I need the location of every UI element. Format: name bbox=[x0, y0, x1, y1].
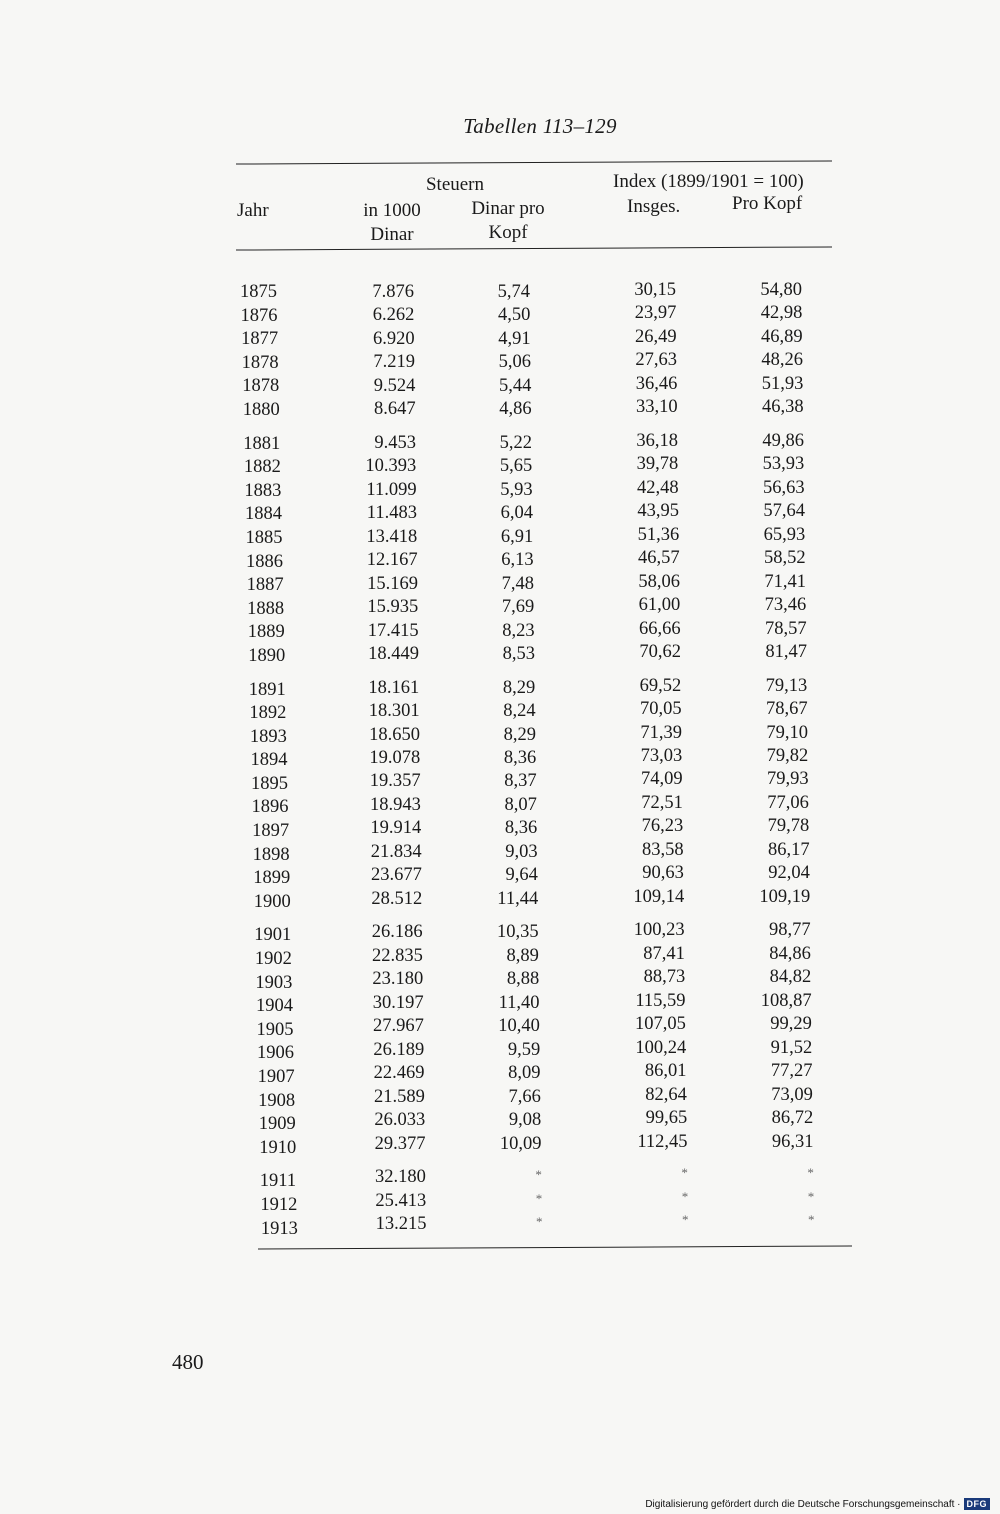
cell-index-insges: 30,15 bbox=[634, 280, 676, 300]
table-row bbox=[0, 642, 1000, 670]
cell-index-pro-kopf: 81,47 bbox=[765, 642, 807, 663]
table-row-group bbox=[0, 675, 1000, 916]
cell-year: 1885 bbox=[245, 527, 283, 548]
cell-index-pro-kopf: 108,87 bbox=[760, 990, 812, 1011]
cell-tax-1000-dinar: 26.189 bbox=[373, 1039, 425, 1060]
cell-index-insges: 100,24 bbox=[635, 1037, 687, 1058]
cell-year: 1880 bbox=[242, 399, 280, 420]
table-row bbox=[0, 769, 1000, 798]
cell-dinar-pro-kopf: 9,08 bbox=[508, 1110, 542, 1131]
cell-dinar-pro-kopf: 7,66 bbox=[508, 1086, 541, 1107]
cell-dinar-pro-kopf: 5,06 bbox=[498, 352, 531, 373]
cell-index-insges: 107,05 bbox=[635, 1014, 686, 1035]
cell-index-insges: * bbox=[681, 1188, 689, 1204]
cell-index-pro-kopf: 96,31 bbox=[771, 1131, 814, 1152]
cell-dinar-pro-kopf: 8,89 bbox=[506, 945, 539, 966]
cell-year: 1898 bbox=[252, 844, 290, 865]
cell-tax-1000-dinar: 21.589 bbox=[374, 1086, 425, 1107]
cell-tax-1000-dinar: 9.524 bbox=[373, 375, 416, 396]
cell-tax-1000-dinar: 25.413 bbox=[375, 1190, 427, 1211]
cell-tax-1000-dinar: 15.169 bbox=[367, 573, 418, 594]
table-row bbox=[0, 699, 1000, 727]
cell-year: 1910 bbox=[259, 1137, 297, 1158]
cell-year: 1900 bbox=[253, 891, 291, 912]
table-row bbox=[0, 397, 1000, 424]
cell-index-pro-kopf: 53,93 bbox=[762, 454, 805, 475]
cell-year: 1896 bbox=[251, 797, 289, 818]
cell-year: 1895 bbox=[251, 773, 288, 794]
cell-dinar-pro-kopf: 5,22 bbox=[499, 432, 532, 453]
cell-dinar-pro-kopf: 8,88 bbox=[506, 969, 540, 990]
cell-year: 1909 bbox=[258, 1114, 296, 1135]
cell-index-pro-kopf: 51,93 bbox=[761, 373, 804, 394]
cell-year: 1913 bbox=[260, 1218, 298, 1239]
cell-dinar-pro-kopf: 9,59 bbox=[507, 1039, 541, 1060]
cell-index-insges: 72,51 bbox=[641, 792, 683, 813]
table-row bbox=[0, 571, 1000, 599]
cell-index-insges: 86,01 bbox=[644, 1061, 687, 1082]
cell-index-insges: 39,78 bbox=[636, 454, 679, 475]
cell-year: 1906 bbox=[257, 1043, 295, 1064]
cell-index-pro-kopf: 77,27 bbox=[770, 1061, 813, 1082]
cell-index-insges: 43,95 bbox=[637, 501, 679, 522]
cell-tax-1000-dinar: 19.357 bbox=[369, 771, 421, 792]
cell-tax-1000-dinar: 7.876 bbox=[372, 282, 414, 302]
column-header-in1000-line1: in 1000 bbox=[363, 200, 421, 221]
cell-tax-1000-dinar: 11.483 bbox=[366, 503, 417, 524]
cell-year: 1901 bbox=[254, 925, 292, 946]
cell-index-pro-kopf: 73,46 bbox=[764, 595, 807, 616]
table-row bbox=[0, 618, 1000, 646]
cell-index-insges: 73,03 bbox=[640, 746, 683, 767]
cell-index-insges: 36,46 bbox=[635, 373, 678, 394]
cell-tax-1000-dinar: 23.677 bbox=[371, 865, 422, 886]
table-row-group bbox=[0, 920, 1000, 1161]
cell-index-insges: 71,39 bbox=[640, 722, 682, 743]
cell-index-insges: 82,64 bbox=[645, 1084, 687, 1105]
cell-index-pro-kopf: 54,80 bbox=[760, 280, 802, 300]
cell-tax-1000-dinar: 13.418 bbox=[366, 526, 418, 547]
cell-index-pro-kopf: 79,78 bbox=[767, 816, 810, 837]
cell-dinar-pro-kopf: 7,69 bbox=[501, 597, 535, 618]
cell-tax-1000-dinar: 8.647 bbox=[374, 399, 416, 420]
cell-index-insges: 27,63 bbox=[635, 350, 677, 371]
table-row bbox=[0, 746, 1000, 774]
cell-year: 1882 bbox=[243, 457, 281, 478]
cell-year: 1875 bbox=[240, 282, 277, 302]
table-row bbox=[0, 1131, 1000, 1162]
cell-year: 1894 bbox=[250, 750, 288, 771]
cell-index-pro-kopf: 71,41 bbox=[764, 571, 806, 592]
cell-dinar-pro-kopf: 8,37 bbox=[504, 771, 537, 792]
cell-index-pro-kopf: 84,86 bbox=[769, 943, 811, 964]
cell-index-insges: 90,63 bbox=[642, 863, 684, 884]
cell-year: 1903 bbox=[255, 972, 293, 993]
column-header-index-pro-kopf: Pro Kopf bbox=[732, 193, 803, 214]
column-group-header-index: Index (1899/1901 = 100) bbox=[613, 171, 804, 192]
cell-index-insges: 76,23 bbox=[641, 816, 684, 837]
cell-dinar-pro-kopf: 5,65 bbox=[499, 456, 533, 477]
cell-index-pro-kopf: 92,04 bbox=[768, 863, 810, 884]
cell-index-pro-kopf: 46,38 bbox=[762, 397, 804, 418]
cell-year: 1877 bbox=[241, 329, 279, 350]
cell-index-insges: 26,49 bbox=[635, 326, 677, 347]
digitization-footer bbox=[645, 1498, 990, 1510]
column-group-header-steuern: Steuern bbox=[425, 174, 485, 195]
cell-dinar-pro-kopf: 9,64 bbox=[505, 865, 538, 886]
cell-index-insges: 46,57 bbox=[638, 548, 680, 569]
column-header-dinar-pro-kopf bbox=[453, 197, 563, 245]
cell-year: 1878 bbox=[242, 376, 280, 397]
cell-dinar-pro-kopf: 11,40 bbox=[498, 992, 540, 1013]
table-row bbox=[0, 477, 1000, 505]
cell-index-pro-kopf: 79,13 bbox=[765, 675, 808, 696]
cell-index-pro-kopf: 46,89 bbox=[761, 326, 803, 347]
column-header-insges: Insges. bbox=[627, 196, 681, 217]
table-row bbox=[0, 326, 1000, 353]
cell-dinar-pro-kopf: 11,44 bbox=[497, 888, 539, 909]
cell-index-pro-kopf: * bbox=[808, 1212, 815, 1228]
table-row-group bbox=[0, 430, 1000, 670]
table-row-group bbox=[0, 282, 1000, 424]
cell-dinar-pro-kopf: 8,09 bbox=[508, 1063, 541, 1084]
cell-index-pro-kopf: 65,93 bbox=[763, 524, 806, 545]
table-top-rule bbox=[236, 160, 832, 164]
cell-tax-1000-dinar: 21.834 bbox=[370, 841, 422, 862]
cell-dinar-pro-kopf: 6,13 bbox=[501, 550, 534, 571]
cell-year: 1878 bbox=[241, 352, 279, 373]
cell-tax-1000-dinar: 22.469 bbox=[373, 1063, 425, 1084]
cell-index-insges: 51,36 bbox=[637, 524, 680, 545]
dfg-logo: DFG bbox=[964, 1498, 991, 1510]
cell-index-insges: * bbox=[682, 1212, 689, 1228]
cell-index-pro-kopf: 77,06 bbox=[767, 792, 809, 813]
cell-index-insges: 23,97 bbox=[634, 303, 677, 324]
data-table bbox=[0, 282, 1000, 1252]
cell-tax-1000-dinar: 18.449 bbox=[368, 644, 419, 665]
cell-dinar-pro-kopf: * bbox=[535, 1190, 543, 1206]
cell-dinar-pro-kopf: 10,40 bbox=[498, 1016, 540, 1037]
cell-tax-1000-dinar: 32.180 bbox=[375, 1167, 426, 1188]
cell-tax-1000-dinar: 19.078 bbox=[369, 748, 421, 769]
cell-index-insges: 61,00 bbox=[638, 595, 681, 616]
cell-year: 1884 bbox=[244, 504, 282, 525]
cell-dinar-pro-kopf: 6,04 bbox=[500, 503, 533, 524]
column-header-jahr: Jahr bbox=[237, 200, 269, 221]
table-row bbox=[0, 282, 1000, 306]
cell-dinar-pro-kopf: 7,48 bbox=[501, 573, 534, 594]
cell-index-pro-kopf: * bbox=[807, 1188, 815, 1204]
table-row bbox=[0, 454, 1000, 481]
cell-index-pro-kopf: 42,98 bbox=[760, 303, 803, 324]
cell-dinar-pro-kopf: 9,03 bbox=[505, 841, 538, 862]
cell-index-pro-kopf: 79,10 bbox=[766, 722, 808, 743]
table-row bbox=[0, 722, 1000, 751]
table-row bbox=[0, 1212, 1000, 1243]
column-header-dinar-pro-kopf-line2: Kopf bbox=[488, 222, 528, 243]
cell-index-insges: 109,14 bbox=[633, 886, 685, 907]
cell-index-pro-kopf: 99,29 bbox=[770, 1014, 812, 1035]
cell-year: 1908 bbox=[258, 1090, 296, 1111]
cell-index-insges: 88,73 bbox=[643, 967, 686, 988]
cell-dinar-pro-kopf: 5,74 bbox=[497, 282, 530, 302]
table-row bbox=[0, 430, 1000, 458]
cell-dinar-pro-kopf: 8,07 bbox=[504, 794, 537, 815]
cell-index-insges: 83,58 bbox=[641, 839, 684, 860]
cell-index-insges: 66,66 bbox=[638, 618, 681, 639]
cell-tax-1000-dinar: 10.393 bbox=[365, 456, 417, 477]
cell-index-pro-kopf: 91,52 bbox=[770, 1037, 813, 1058]
cell-year: 1893 bbox=[249, 726, 287, 747]
cell-index-pro-kopf: 79,82 bbox=[766, 746, 809, 767]
table-row bbox=[0, 303, 1000, 330]
cell-dinar-pro-kopf: 4,86 bbox=[499, 399, 532, 420]
cell-year: 1907 bbox=[257, 1067, 295, 1087]
cell-index-insges: 112,45 bbox=[637, 1131, 688, 1152]
cell-tax-1000-dinar: 18.161 bbox=[368, 677, 420, 698]
cell-tax-1000-dinar: 19.914 bbox=[370, 818, 422, 839]
cell-index-pro-kopf: 78,57 bbox=[764, 618, 807, 639]
cell-year: 1887 bbox=[246, 575, 284, 596]
cell-tax-1000-dinar: 15.935 bbox=[367, 597, 419, 618]
cell-year: 1892 bbox=[249, 703, 287, 724]
cell-tax-1000-dinar: 18.650 bbox=[369, 724, 420, 745]
column-header-dinar-pro-kopf-line1: Dinar pro bbox=[471, 198, 545, 219]
cell-dinar-pro-kopf: 10,35 bbox=[496, 922, 539, 943]
cell-year: 1904 bbox=[255, 996, 293, 1017]
cell-index-pro-kopf: 98,77 bbox=[768, 920, 811, 941]
cell-index-pro-kopf: 58,52 bbox=[764, 548, 806, 569]
cell-tax-1000-dinar: 7.219 bbox=[373, 352, 415, 373]
cell-index-pro-kopf: 86,72 bbox=[771, 1108, 814, 1129]
cell-index-insges: 36,18 bbox=[636, 430, 678, 451]
cell-tax-1000-dinar: 11.099 bbox=[366, 479, 417, 500]
cell-year: 1876 bbox=[240, 305, 278, 326]
cell-tax-1000-dinar: 13.215 bbox=[375, 1214, 427, 1235]
cell-tax-1000-dinar: 18.301 bbox=[368, 701, 420, 722]
cell-tax-1000-dinar: 18.943 bbox=[370, 794, 421, 815]
table-row bbox=[0, 548, 1000, 576]
cell-dinar-pro-kopf: 6,91 bbox=[500, 526, 534, 547]
footer-text: Digitalisierung gefördert durch die Deutsche Forschungsgemeinschaft · bbox=[645, 1498, 961, 1510]
cell-year: 1888 bbox=[247, 598, 285, 619]
cell-tax-1000-dinar: 12.167 bbox=[366, 550, 418, 571]
cell-tax-1000-dinar: 6.920 bbox=[373, 328, 415, 349]
cell-index-insges: 58,06 bbox=[638, 571, 680, 592]
cell-index-insges: 99,65 bbox=[645, 1108, 688, 1129]
table-row-group bbox=[0, 1165, 1000, 1242]
cell-index-pro-kopf: 109,19 bbox=[759, 886, 811, 907]
cell-tax-1000-dinar: 30.197 bbox=[372, 992, 424, 1013]
cell-dinar-pro-kopf: 4,91 bbox=[498, 328, 531, 349]
table-row bbox=[0, 501, 1000, 528]
cell-dinar-pro-kopf: 8,53 bbox=[502, 644, 535, 665]
cell-index-insges: 100,23 bbox=[633, 920, 685, 941]
cell-tax-1000-dinar: 22.835 bbox=[372, 945, 423, 966]
table-row bbox=[0, 524, 1000, 552]
table-row bbox=[0, 886, 1000, 916]
cell-tax-1000-dinar: 17.415 bbox=[367, 620, 419, 641]
cell-year: 1905 bbox=[256, 1019, 294, 1040]
table-row bbox=[0, 675, 1000, 704]
cell-dinar-pro-kopf: 8,36 bbox=[503, 748, 537, 769]
cell-index-pro-kopf: 78,67 bbox=[765, 699, 808, 720]
cell-dinar-pro-kopf: 4,50 bbox=[497, 305, 531, 326]
cell-index-pro-kopf: * bbox=[807, 1165, 814, 1181]
cell-dinar-pro-kopf: 5,44 bbox=[498, 375, 532, 396]
cell-index-pro-kopf: 84,82 bbox=[769, 967, 812, 988]
cell-index-insges: 33,10 bbox=[636, 397, 678, 418]
cell-year: 1899 bbox=[253, 868, 291, 889]
cell-year: 1897 bbox=[252, 821, 290, 842]
cell-index-insges: 87,41 bbox=[643, 943, 685, 964]
cell-year: 1902 bbox=[254, 949, 292, 970]
page-number: 480 bbox=[172, 1350, 204, 1374]
cell-dinar-pro-kopf: * bbox=[535, 1167, 542, 1183]
cell-dinar-pro-kopf: 8,29 bbox=[503, 724, 536, 745]
table-row bbox=[0, 595, 1000, 623]
cell-index-insges: 70,62 bbox=[639, 642, 681, 663]
cell-index-insges: 70,05 bbox=[639, 699, 682, 720]
cell-year: 1881 bbox=[243, 433, 281, 454]
cell-tax-1000-dinar: 26.033 bbox=[374, 1110, 426, 1131]
cell-year: 1891 bbox=[248, 679, 286, 700]
cell-index-pro-kopf: 48,26 bbox=[761, 350, 803, 371]
cell-index-insges: * bbox=[681, 1165, 688, 1181]
cell-dinar-pro-kopf: * bbox=[536, 1214, 543, 1230]
cell-index-insges: 69,52 bbox=[639, 675, 682, 696]
cell-index-pro-kopf: 56,63 bbox=[763, 477, 805, 498]
cell-year: 1886 bbox=[246, 551, 284, 572]
cell-index-insges: 115,59 bbox=[635, 990, 686, 1011]
cell-year: 1912 bbox=[260, 1194, 298, 1215]
cell-index-pro-kopf: 73,09 bbox=[771, 1084, 813, 1105]
page-title: Tabellen 113–129 bbox=[463, 114, 617, 138]
cell-dinar-pro-kopf: 8,23 bbox=[502, 620, 535, 641]
cell-tax-1000-dinar: 27.967 bbox=[373, 1016, 424, 1037]
cell-dinar-pro-kopf: 5,93 bbox=[500, 479, 533, 500]
column-header-in1000 bbox=[347, 199, 437, 247]
cell-index-insges: 42,48 bbox=[637, 477, 679, 498]
table-header-rule bbox=[236, 246, 832, 250]
column-header-in1000-line2: Dinar bbox=[370, 224, 414, 245]
cell-year: 1890 bbox=[248, 645, 286, 666]
cell-dinar-pro-kopf: 8,24 bbox=[503, 701, 536, 722]
cell-tax-1000-dinar: 29.377 bbox=[374, 1133, 426, 1154]
cell-tax-1000-dinar: 23.180 bbox=[372, 969, 424, 990]
cell-index-pro-kopf: 57,64 bbox=[763, 501, 805, 522]
cell-index-pro-kopf: 49,86 bbox=[762, 430, 804, 451]
cell-tax-1000-dinar: 26.186 bbox=[371, 922, 423, 943]
cell-dinar-pro-kopf: 10,09 bbox=[499, 1133, 542, 1154]
cell-index-pro-kopf: 79,93 bbox=[766, 769, 809, 790]
cell-tax-1000-dinar: 28.512 bbox=[371, 888, 423, 909]
cell-tax-1000-dinar: 6.262 bbox=[372, 305, 415, 326]
cell-index-pro-kopf: 86,17 bbox=[767, 839, 810, 860]
cell-year: 1883 bbox=[244, 480, 282, 501]
cell-tax-1000-dinar: 9.453 bbox=[374, 432, 416, 453]
cell-dinar-pro-kopf: 8,29 bbox=[502, 677, 536, 698]
cell-dinar-pro-kopf: 8,36 bbox=[504, 818, 538, 839]
cell-year: 1889 bbox=[247, 622, 285, 643]
cell-year: 1911 bbox=[259, 1171, 297, 1192]
cell-index-insges: 74,09 bbox=[640, 769, 683, 790]
table-row bbox=[0, 350, 1000, 377]
table-row bbox=[0, 373, 1000, 400]
